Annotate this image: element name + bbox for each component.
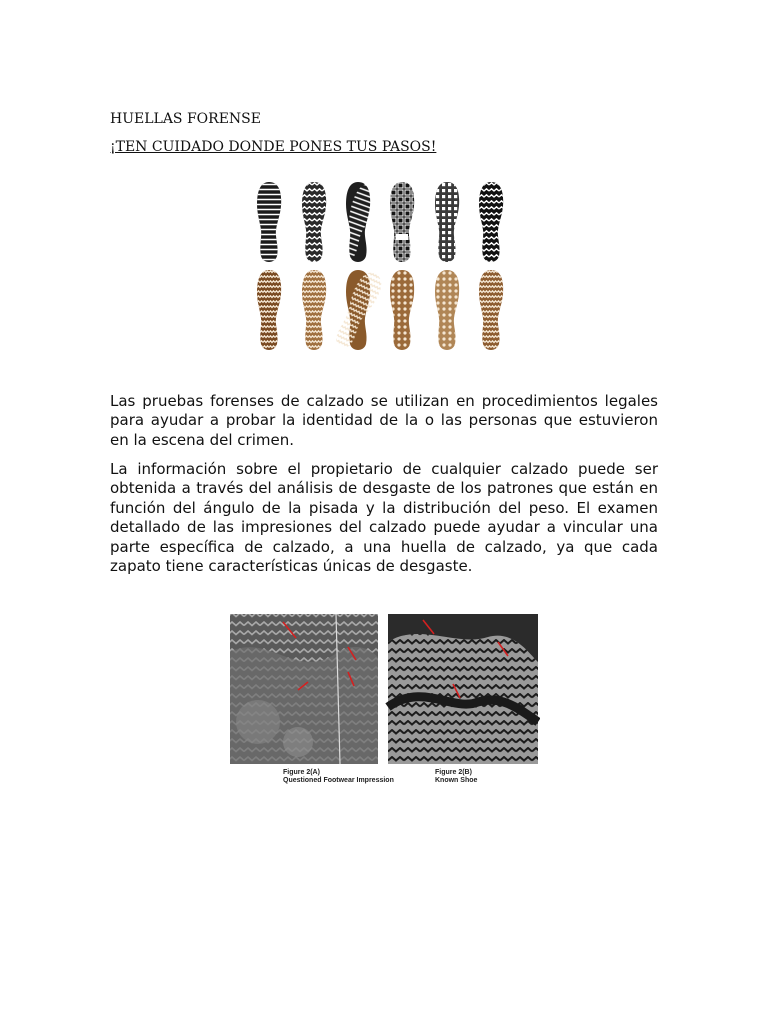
known-shoe-image [388, 614, 538, 764]
sole-dark-6 [479, 182, 503, 262]
figure-caption-b [435, 769, 477, 785]
document-subtitle: ¡TEN CUIDADO DONDE PONES TUS PASOS! [110, 139, 437, 155]
sole-dark-2 [302, 182, 326, 262]
questioned-impression-image [230, 614, 378, 764]
caption-b-text: Known Shoe [435, 777, 478, 784]
sole-print-4 [390, 270, 414, 350]
shoe-soles-figure [255, 180, 515, 355]
sole-print-3 [330, 269, 386, 352]
paragraph-1: Las pruebas forenses de calzado se utilizan en procedimientos legales para ayudar a probar la identidad de la o las personas que estuvieron en la escena del crimen. [110, 392, 658, 449]
sole-print-5 [435, 270, 459, 350]
paragraph-2: La información sobre el propietario de cualquier calzado puede ser obtenida a través del análisis de desgaste de los patrones que están en función del ángulo de la pisada y la distribución del peso. El examen detallado de las impresiones del calzado puede ayudar a vincular una parte específica de calzado, a una huella de calzado, ya que cada zapato tiene características únicas de desgaste. [110, 460, 658, 576]
sole-print-2 [302, 270, 326, 350]
caption-a-label: Figure 2(A) [283, 769, 320, 776]
sole-print-1 [257, 270, 281, 350]
figure-caption-a [283, 769, 394, 785]
caption-b-label: Figure 2(B) [435, 769, 472, 776]
sole-dark-4 [390, 182, 414, 262]
caption-a-text: Questioned Footwear Impression [283, 777, 394, 784]
comparison-figure [228, 612, 540, 792]
sole-dark-1 [257, 182, 281, 262]
sole-print-6 [479, 270, 503, 350]
sole-dark-5 [435, 182, 459, 262]
sole-dark-3 [333, 180, 383, 263]
document-title: HUELLAS FORENSE [110, 111, 261, 127]
